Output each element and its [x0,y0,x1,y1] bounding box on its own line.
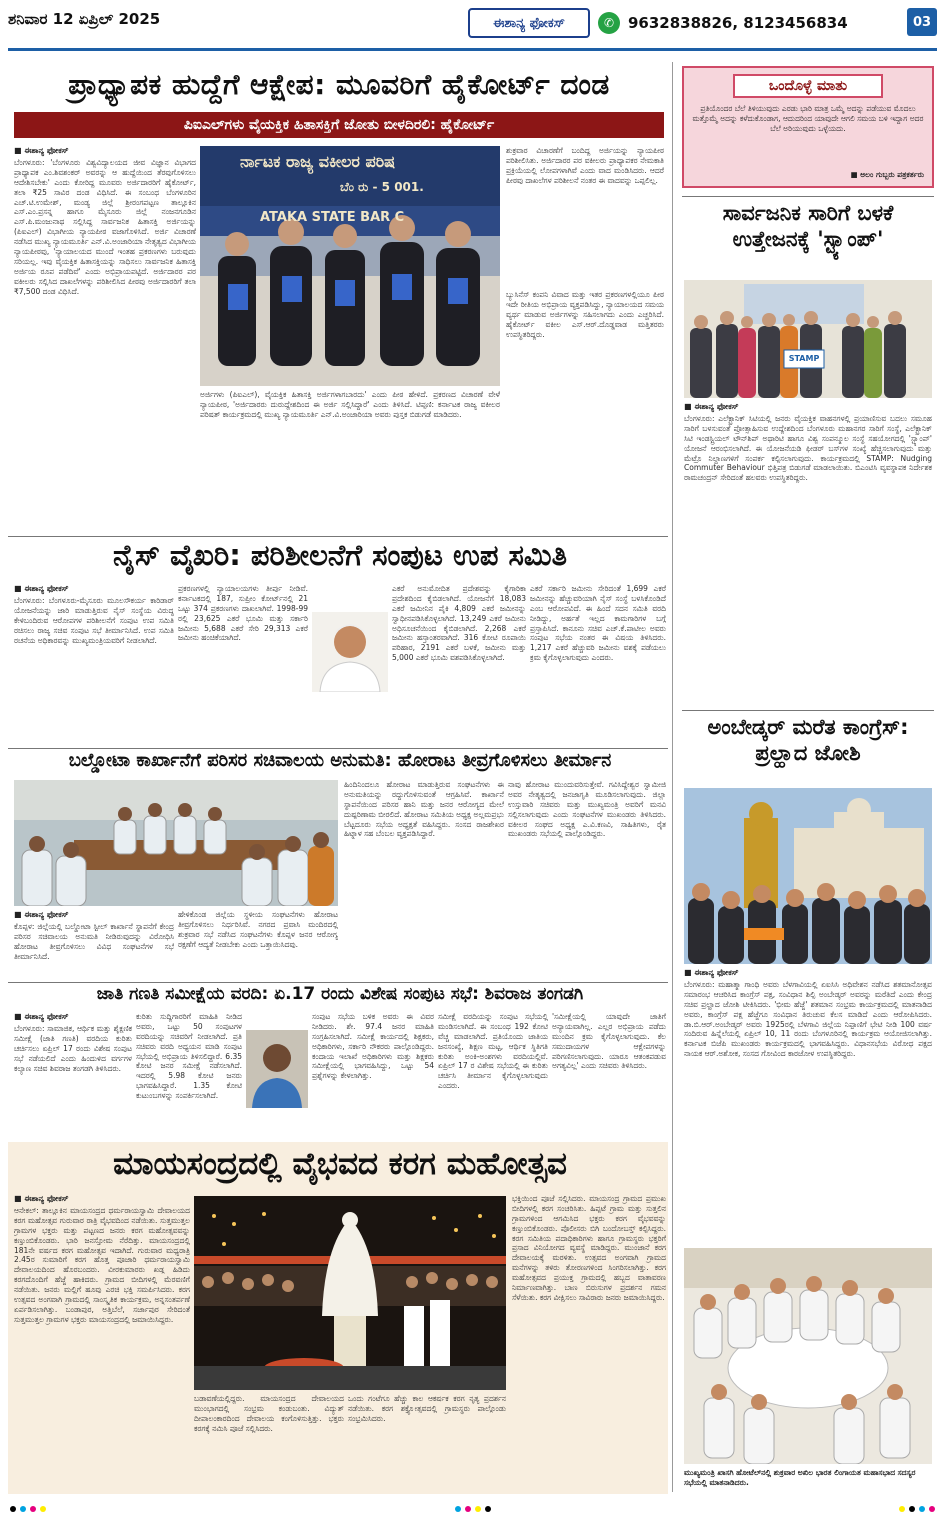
registration-dots-mid [455,1506,491,1512]
divider [682,196,934,197]
baldota-photo-graphic [14,780,338,906]
stamp-photo-graphic [684,280,932,398]
phone-numbers: 9632838826, 8123456834 [628,14,848,32]
census-body-1: ಬೆಂಗಳೂರು: ಸಾಮಾಜಿಕ, ಆರ್ಥಿಕ ಮತ್ತು ಶೈಕ್ಷಣಿಕ ಸಮೀಕ್ಷೆ (ಜಾತಿ ಗಣತಿ) ವರದಿಯ ಕುರಿತು ಚರ್ಚಿಸಲು ಏಪ್ರಿಲ್ 17 ರಂದು ವಿಶೇಷ ಸಂಪುಟ ಸಭೆ ನಡೆಯಲಿದೆ ಎಂದು ಹಿಂದುಳಿದ ವರ್ಗಗಳ ಕಲ್ಯಾಣ ಸಚಿವ ಶಿವರಾಜ ತಂಗಡಗಿ ತಿಳಿಸಿದರು. [14,1024,132,1073]
stamp-photo [684,280,932,398]
logo-text: ಈಶಾನ್ಯ ಫೋಕಸ್ [493,15,565,31]
karaga-body-3: ಒಂದು ಗಂಟೆಗೂ ಹೆಚ್ಚು ಕಾಲ ಆಕರ್ಷಕ ಕರಗ ನೃತ್ಯ ಪ್ರದರ್ಶನ ನಡೆಯಿತು. ಕರಗ ಶಕ್ತ್ಯೋತ್ಸವದಲ್ಲಿ ಗ್ರಾಮಸ್ಥರು ಪಾಲ್ಗೊಂಡು ಸಂಭ್ರಮಿಸಿದರು. [348,1394,506,1423]
col-rule [672,62,673,1492]
registration-strip [0,1500,945,1518]
quote-text: ಪ್ರತಿಯೊಂದರ ಬೆಲೆ ತಿಳಿಯುವುದು ಎರಡು ಭಾರಿ ಮಾತ್ರ ಒಮ್ಮೆ ಅದನ್ನು ಪಡೆಯುವ ಮೊದಲು ಮತ್ತೊಮ್ಮೆ ಅದನ್ನು ಕಳೆದುಕೊಂಡಾಗ, ಆದುದರಿಂದ ಯಾವುದೇ ಆಗಲಿ ಸಮಯ ಬಳಿ ಇದ್ದಾಗ ಅದರ ಬೆಲೆ ಅರಿಯುವುದು ಒಳ್ಳೆಯದು. [692,104,924,134]
hc-photo-banner-2: ಬೆಂ ರು - 5 001. [340,180,424,194]
hc-photo-banner-3: ATAKA STATE BAR C [260,210,405,225]
hc-byline: ■ ಈಶಾನ್ಯ ಫೋಕಸ್ [14,146,69,155]
meeting-photo [684,1248,932,1464]
karaga-byline: ■ ಈಶಾನ್ಯ ಫೋಕಸ್ [14,1194,69,1203]
nice-portrait [312,612,388,692]
census-body-3: ಸಂಪುಟ ಸಭೆಯ ಬಳಿಕ ಅವರು ಈ ವಿವರ ನೀಡಿದರು. ಶೇ. 97.4 ಜನರ ಮಾಹಿತಿ ಸಂಗ್ರಹಿಸಲಾಗಿದೆ. ಸಮೀಕ್ಷೆ ಕಾರ್ಯದಲ್ಲಿ ಶಿಕ್ಷಕರು, ಅಧಿಕಾರಿಗಳು, ಸರ್ಕಾರಿ ನೌಕರರು ಪಾಲ್ಗೊಂಡಿದ್ದರು. ಕಂದಾಯ ಇಲಾಖೆ ಅಧಿಕಾರಿಗಳು ಮತ್ತು ಶಿಕ್ಷಕರು ಸಮೀಕ್ಷೆಯಲ್ಲಿ ಭಾಗವಹಿಸಿದ್ದು, ಒಟ್ಟು 54 ಪ್ರಶ್ನೆಗಳನ್ನು ಕೇಳಲಾಗಿತ್ತು. [312,1012,434,1081]
hc-subhead: ಪಿಐಎಲ್‌ಗಳು ವೈಯಕ್ತಿಕ ಹಿತಾಸಕ್ತಿಗೆ ಜೋತು ಬೀಳದಿರಲಿ: ಹೈಕೋರ್ಟ್ [183,117,495,133]
quote-title: ಒಂದೊಳ್ಳೆ ಮಾತು [733,74,883,98]
quote-author: ■ ಅಲಂ ಗುಬ್ಬರು ಪತ್ರಕರ್ತರು [850,170,924,179]
census-byline: ■ ಈಶಾನ್ಯ ಫೋಕಸ್ [14,1012,69,1021]
divider [8,748,668,749]
census-body-4: ಸಮೀಕ್ಷೆ ವರದಿಯನ್ನು ಸಂಪುಟ ಸಭೆಯಲ್ಲಿ ಮಂಡಿಸಲಾಗಿದೆ. ಈ ಸಂಬಂಧ 192 ಕೋಟಿ ವೆಚ್ಚ ಮಾಡಲಾಗಿದೆ. ಪ್ರತಿಯೊಂದು ಜಾತಿಯ ಜನಸಂಖ್ಯೆ, ಶಿಕ್ಷಣ ಮಟ್ಟ, ಆರ್ಥಿಕ ಸ್ಥಿತಿಗತಿ ಕುರಿತು ಅಂಕಿ-ಅಂಶಗಳು ವರದಿಯಲ್ಲಿವೆ. ಏಪ್ರಿಲ್ 17 ರ ವಿಶೇಷ ಸಭೆಯಲ್ಲಿ ಈ ಕುರಿತು ಚರ್ಚಿಸಿ ತೀರ್ಮಾನ ಕೈಗೊಳ್ಳಲಾಗುವುದು ಎಂದರು. [438,1012,548,1091]
meeting-caption: ಮುಖ್ಯಮಂತ್ರಿ ಖಾಸಗಿ ಹೋಟೆಲ್‌ನಲ್ಲಿ ಶುಕ್ರವಾರ ಅಖಿಲ ಭಾರತ ಲಿಂಗಾಯತ ಮಹಾಸಭಾದ ಸದಸ್ಯರ ಸಭೆಯಲ್ಲಿ ಮಾತನಾಡಿದರು. [684,1468,916,1487]
karaga-photo-graphic [194,1196,506,1390]
hc-photo-banner: ರ್ನಾಟಕ ರಾಜ್ಯ ವಕೀಲರ ಪರಿಷ [240,152,396,171]
census-body-5: 'ಸಮೀಕ್ಷೆಯಲ್ಲಿ ಯಾವುದೇ ಜಾತಿಗೆ ಅನ್ಯಾಯವಾಗಿಲ್ಲ. ಎಲ್ಲರ ಅಭಿಪ್ರಾಯ ಪಡೆದು ಮುಂದಿನ ಕ್ರಮ ಕೈಗೊಳ್ಳಲಾಗುವುದು. ಕೆಲ ಸಮುದಾಯಗಳ ಆಕ್ಷೇಪಗಳನ್ನು ಪರಿಗಣಿಸಲಾಗುವುದು. ಯಾರೂ ಆತಂಕಪಡುವ ಅಗತ್ಯವಿಲ್ಲ' ಎಂದು ಸಚಿವರು ತಿಳಿಸಿದರು. [552,1012,666,1071]
nice-body-4: ಎಕರೆ ಸರ್ಕಾರಿ ಜಮೀನು ಸೇರಿದಂತೆ 1,699 ಎಕರೆ ಜಮೀನನ್ನು ಹೆಚ್ಚುವರಿಯಾಗಿ ನೈಸ್ ಸಂಸ್ಥೆ ಬಳಸಿಕೊಂಡಿದೆ ಎಂಬ ಆರೋಪವಿದೆ. ಈ ಹಿಂದೆ ಸದನ ಸಮಿತಿ ವರದಿ ನೀಡಿದ್ದು, ಅರ್ಹತೆ ಇಲ್ಲದ ಕಾಮಗಾರಿಗಳ ಬಗ್ಗೆ ಪ್ರಸ್ತಾಪಿಸಿದೆ. ಕಾನೂನು ಸಚಿವ ಎಚ್.ಕೆ.ಪಾಟೀಲ ಅವರು ಸಂಪುಟ ಸಭೆಯ ನಂತರ ಈ ವಿಷಯ ತಿಳಿಸಿದರು. 1,217 ಎಕರೆ ಹೆಚ್ಚುವರಿ ಜಮೀನು ವಶಕ್ಕೆ ಪಡೆಯಲು ಕ್ರಮ ಕೈಗೊಳ್ಳಲಾಗುವುದು ಎಂದರು. [530,584,666,663]
contact-phones [598,12,848,34]
karaga-body-2: ಬಡಾವಣೆಯಲ್ಲಿದ್ದರು. ಮಾಯಸಂದ್ರದ ದೇವಾಲಯದ ಮುಂಭಾಗದಲ್ಲಿ ಸಂಭ್ರಮ ಕಂಡುಬಂತು. ವಿದ್ಯುತ್ ದೀಪಾಲಂಕಾರದಿಂದ ದೇವಾಲಯ ಕಂಗೊಳಿಸುತ್ತಿತ್ತು. ಭಕ್ತರು ಕರಗಕ್ಕೆ ನಮಿಸಿ ಪೂಜೆ ಸಲ್ಲಿಸಿದರು. [194,1394,344,1433]
baldota-body-1: ಕೊಪ್ಪಳ: ಜಿಲ್ಲೆಯಲ್ಲಿ ಬಲ್ಡೋಟಾ ಸ್ಟೀಲ್ ಕಾರ್ಖಾನೆ ಸ್ಥಾಪನೆಗೆ ಕೇಂದ್ರ ಪರಿಸರ ಸಚಿವಾಲಯ ಅನುಮತಿ ನೀಡಿರುವುದನ್ನು ವಿರೋಧಿಸಿ ಹೋರಾಟ ತೀವ್ರಗೊಳಿಸಲು ವಿವಿಧ ಸಂಘಟನೆಗಳ ಸಭೆ ತೀರ್ಮಾನಿಸಿದೆ. [14,922,174,961]
baldota-headline: ಬಲ್ಡೋಟಾ ಕಾರ್ಖಾನೆಗೆ ಪರಿಸರ ಸಚಿವಾಲಯ ಅನುಮತಿ: ಹೋರಾಟ ತೀವ್ರಗೊಳಿಸಲು ತೀರ್ಮಾನ [68,750,612,771]
hc-body-right-bottom: ಬ್ಯುಸಿನೆಸ್ ಕಂಪನಿ ವಿವಾದ ಮತ್ತು ಇತರ ಪ್ರಕರಣಗಳಲ್ಲಿಯೂ ಪೀಠ ಇದೇ ರೀತಿಯ ಅಭಿಪ್ರಾಯ ವ್ಯಕ್ತಪಡಿಸಿದ್ದು, ನ್ಯಾಯಾಲಯದ ಸಮಯ ವ್ಯರ್ಥ ಮಾಡುವ ಅರ್ಜಿಗಳನ್ನು ಸಹಿಸಲಾಗದು ಎಂದು ಎಚ್ಚರಿಸಿದೆ. ಹೈಕೋರ್ಟ್ ವಕೀಲ ಎಸ್.ಆರ್.ದೊಡ್ಡವಾಡ ಮತ್ತಿತರರು ಉಪಸ್ಥಿತರಿದ್ದರು. [506,290,664,339]
ambedkar-byline: ■ ಈಶಾನ್ಯ ಫೋಕಸ್ [684,968,739,977]
page-number: 03 [907,8,937,36]
whatsapp-icon: ✆ [598,12,620,34]
hc-body-mid: ಅರ್ಜಿಗಳು (ಪಿಐಎಲ್), ವೈಯಕ್ತಿಕ ಹಿತಾಸಕ್ತಿ ಅರ್ಜಿಗಳಾಗಬಾರದು' ಎಂದು ಪೀಠ ಹೇಳಿದೆ. ಪ್ರಕರಣದ ವಿಚಾರಣೆ ವೇಳೆ ನ್ಯಾಯಪೀಠ, 'ಅರ್ಜಿದಾರರು ದುರುದ್ದೇಶದಿಂದ ಈ ಅರ್ಜಿ ಸಲ್ಲಿಸಿದ್ದಾರೆ' ಎಂದು ತಿಳಿಸಿದೆ. ಟಿಪ್ಪಣಿ: ಕರ್ನಾಟಕ ರಾಜ್ಯ ವಕೀಲರ ಪರಿಷತ್ ಕಾರ್ಯಕ್ರಮದಲ್ಲಿ ಮುಖ್ಯ ನ್ಯಾಯಮೂರ್ತಿ ಎನ್.ವಿ.ಅಂಜಾರಿಯಾ ಅವರು ಪುಸ್ತಕ ಬಿಡುಗಡೆ ಮಾಡಿದರು. [200,390,500,419]
census-headline: ಜಾತಿ ಗಣತಿ ಸಮೀಕ್ಷೆಯ ವರದಿ: ಏ.17 ರಂದು ವಿಶೇಷ ಸಂಪುಟ ಸಭೆ: ಶಿವರಾಜ ತಂಗಡಗಿ [96,984,584,1004]
masthead [0,0,945,62]
baldota-body-3: ಹಿಂದಿನಿಂದಲೂ ಹೋರಾಟ ಮಾಡುತ್ತಿರುವ ಸಂಘಟನೆಗಳು ಈ ಅನುಮತಿಯನ್ನು ರದ್ದುಗೊಳಿಸುವಂತೆ ಆಗ್ರಹಿಸಿವೆ. ಕಾರ್ಖಾನೆ ಸ್ಥಾಪನೆಯಿಂದ ಪರಿಸರ ಹಾನಿ ಮತ್ತು ಜನರ ಆರೋಗ್ಯದ ಮೇಲೆ ದುಷ್ಪರಿಣಾಮ ಬೀರಲಿದೆ. ಹೋರಾಟ ಸಮಿತಿಯ ಅಧ್ಯಕ್ಷ ಅಲ್ಲಮಪ್ರಭು ಬೆಟ್ಟದೂರು ಸಭೆಯ ಅಧ್ಯಕ್ಷತೆ ವಹಿಸಿದ್ದರು. ಸಂಸದ ರಾಜಶೇಖರ ಹಿಟ್ನಾಳ ಸಹ ಬೆಂಬಲ ವ್ಯಕ್ತಪಡಿಸಿದ್ದಾರೆ. [344,780,504,839]
baldota-body-2: ಹೇಳಿಕೊಂಡ ಜಿಲ್ಲೆಯ ಸ್ಥಳೀಯ ಸಂಘಟನೆಗಳು ಹೋರಾಟ ತೀವ್ರಗೊಳಿಸಲು ನಿರ್ಧರಿಸಿವೆ. ನಗರದ ಪ್ರವಾಸಿ ಮಂದಿರದಲ್ಲಿ ಶುಕ್ರವಾರ ಸಭೆ ನಡೆಸಿದ ಸಂಘಟನೆಗಳು ಕೊಪ್ಪಳ ಜನರ ಆರೋಗ್ಯ ರಕ್ಷಣೆಗೆ ಆದ್ಯತೆ ನೀಡಬೇಕು ಎಂದು ಒತ್ತಾಯಿಸಿದವು. [178,910,338,949]
hc-subhead-banner [14,112,664,138]
karaga-headline: ಮಾಯಸಂದ್ರದಲ್ಲಿ ವೈಭವದ ಕರಗ ಮಹೋತ್ಸವ [113,1146,567,1182]
portrait-graphic [312,612,388,692]
divider [8,536,668,537]
nice-headline: ನೈಸ್ ವೈಖರಿ: ಪರಿಶೀಲನೆಗೆ ಸಂಪುಟ ಉಪ ಸಮಿತಿ [112,538,568,572]
nice-byline: ■ ಈಶಾನ್ಯ ಫೋಕಸ್ [14,584,69,593]
ambedkar-headline: ಅಂಬೇಡ್ಕರ್ ಮರೆತ ಕಾಂಗ್ರೆಸ್: ಪ್ರಲ್ಹಾದ ಜೋಶಿ [707,715,909,766]
baldota-byline: ■ ಈಶಾನ್ಯ ಫೋಕಸ್ [14,910,69,919]
stamp-body: ಬೆಂಗಳೂರು: ಎಲೆಕ್ಟ್ರಾನಿಕ್ ಸಿಟಿಯಲ್ಲಿ ಜನರು ವೈಯಕ್ತಿಕ ವಾಹನಗಳಲ್ಲಿ ಪ್ರಯಾಣಿಸುವ ಬದಲು ಸಮೂಹ ಸಾರಿಗೆ ಬಳಸುವಂತೆ ಪ್ರೋತ್ಸಾಹಿಸುವ ಉದ್ದೇಶದಿಂದ ಬೆಂಗಳೂರು ಮಹಾನಗರ ಸಾರಿಗೆ ಸಂಸ್ಥೆ, ಎಲೆಕ್ಟ್ರಾನಿಕ್ ಸಿಟಿ ಇಂಡಸ್ಟ್ರಿಯಲ್ ಟೌನ್‌ಶಿಪ್ ಅಥಾರಿಟಿ ಹಾಗೂ ವಿಶ್ವ ಸಂಪನ್ಮೂಲ ಸಂಸ್ಥೆ ಸಹಯೋಗದಲ್ಲಿ 'ಸ್ಟ್ಯಾಂಪ್' ಯೋಜನೆ ಆರಂಭಿಸಲಾಗಿದೆ. ಈ ಯೋಜನೆಯಡಿ ಫೀಡರ್ ಬಸ್‌ಗಳ ಸಂಖ್ಯೆ ಹೆಚ್ಚಿಸಲಾಗುವುದು ಮತ್ತು ಮೆಟ್ರೊ ನಿಲ್ದಾಣಗಳಿಗೆ ಸಂಪರ್ಕ ಕಲ್ಪಿಸಲಾಗುವುದು. ಕಾರ್ಯಕ್ರಮದಲ್ಲಿ STAMP: Nudging Commuter Behaviour ಭಿತ್ತಿಪತ್ರ ಬಿಡುಗಡೆ ಮಾಡಲಾಯಿತು. ಬಿಎಂಟಿಸಿ ವ್ಯವಸ್ಥಾಪಕ ನಿರ್ದೇಶಕ ರಾಮಚಂದ್ರನ್ ಸೇರಿದಂತೆ ಹಲವರು ಉಪಸ್ಥಿತರಿದ್ದರು. [684,414,932,483]
karaga-photo [194,1196,506,1390]
newspaper-logo [468,8,590,38]
hc-body-right-top: ಶುಕ್ರವಾರ ವಿಚಾರಣೆಗೆ ಬಂದಿದ್ದ ಅರ್ಜಿಯನ್ನು ನ್ಯಾಯಪೀಠ ಪರಿಶೀಲಿಸಿತು. ಅರ್ಜಿದಾರರ ಪರ ವಕೀಲರು ಪ್ರಾಧ್ಯಾಪಕರ ನೇಮಕಾತಿ ಪ್ರಕ್ರಿಯೆಯಲ್ಲಿ ಲೋಪಗಳಾಗಿವೆ ಎಂದು ವಾದ ಮಂಡಿಸಿದರು. ಆದರೆ ಪೀಠವು ದಾಖಲೆಗಳ ಪರಿಶೀಲನೆ ನಂತರ ಈ ವಾದವನ್ನು ಒಪ್ಪಲಿಲ್ಲ. [506,146,664,185]
ambedkar-photo [684,788,932,964]
registration-dots-right [899,1506,935,1512]
nice-body-1: ಬೆಂಗಳೂರು: ಬೆಂಗಳೂರು-ಮೈಸೂರು ಮೂಲಸೌಕರ್ಯ ಕಾರಿಡಾರ್ ಯೋಜನೆಯನ್ನು ಜಾರಿ ಮಾಡುತ್ತಿರುವ ನೈಸ್ ಸಂಸ್ಥೆಯ ವಿರುದ್ಧ ಕೇಳಿಬಂದಿರುವ ಆರೋಪಗಳ ಪರಿಶೀಲನೆಗೆ ಸಂಪುಟ ಉಪ ಸಮಿತಿ ರಚಿಸಲು ರಾಜ್ಯ ಸಚಿವ ಸಂಪುಟ ಸಭೆ ತೀರ್ಮಾನಿಸಿದೆ. ಉಪ ಸಮಿತಿ ರಚನೆಯ ಅಧಿಕಾರವನ್ನು ಮುಖ್ಯಮಂತ್ರಿಯವರಿಗೆ ನೀಡಲಾಗಿದೆ. [14,596,174,645]
ambedkar-photo-graphic [684,788,932,964]
quote-box [682,66,934,188]
meeting-photo-graphic [684,1248,932,1464]
census-portrait-graphic [246,1030,308,1108]
divider [682,710,934,711]
hc-body-left: ಬೆಂಗಳೂರು: 'ಬೆಂಗಳೂರು ವಿಶ್ವವಿದ್ಯಾಲಯದ ಜೀವ ವಿಜ್ಞಾನ ವಿಭಾಗದ ಪ್ರಾಧ್ಯಾಪಕ ಎಂ.ಶಿವಶಂಕರ್ ಅವರನ್ನು ಆ ಹುದ್ದೆಯಿಂದ ತೆರವುಗೊಳಿಸಲು ಆದೇಶಿಸಬೇಕು' ಎಂದು ಕೋರಿದ್ದ ಮೂವರು ಅರ್ಜಿದಾರರಿಗೆ ಹೈಕೋರ್ಟ್, ತಲಾ ₹25 ಸಾವಿರ ದಂಡ ವಿಧಿಸಿದೆ. ಈ ಸಂಬಂಧ ಬೆಂಗಳೂರಿನ ಎಚ್.ಟಿ.ಉಮೇಶ್, ಮಂಡ್ಯ ಜಿಲ್ಲೆ ಶ್ರೀರಂಗಪಟ್ಟಣ ತಾಲ್ಲೂಕಿನ ಎಸ್.ಎಂ.ಪ್ರಸನ್ನ ಹಾಗೂ ಮೈಸೂರು ಜಿಲ್ಲೆ ನಂಜನಗೂಡಿನ ಎಸ್.ಪಿ.ಮಂಜುನಾಥ ಸಲ್ಲಿಸಿದ್ದ ಸಾರ್ವಜನಿಕ ಹಿತಾಸಕ್ತಿ ಅರ್ಜಿಯನ್ನು (ಪಿಐಎಲ್) ವಿಭಾಗೀಯ ನ್ಯಾಯಪೀಠ ವಜಾಗೊಳಿಸಿದೆ. ಅರ್ಜಿ ವಿಚಾರಣೆ ನಡೆಸಿದ ಮುಖ್ಯ ನ್ಯಾಯಮೂರ್ತಿ ಎನ್.ವಿ.ಅಂಜಾರಿಯಾ ನೇತೃತ್ವದ ವಿಭಾಗೀಯ ನ್ಯಾಯಪೀಠವು, 'ನ್ಯಾಯಾಲಯದ ಮುಂದೆ ಇಂತಹ ಪ್ರಕರಣಗಳು ಬರುವುದು ಸರಿಯಲ್ಲ. ಇವು ವೈಯಕ್ತಿಕ ಹಿತಾಸಕ್ತಿಯನ್ನು ಸಾಧಿಸಲು ಸಾರ್ವಜನಿಕ ಹಿತಾಸಕ್ತಿ ಅರ್ಜಿಯ ರೂಪ ಪಡೆದಿವೆ' ಎಂದು ಅಭಿಪ್ರಾಯಪಟ್ಟಿದೆ. ಅರ್ಜಿದಾರರ ಪರ ವಕೀಲರು ಸಲ್ಲಿಸಿದ ದಾಖಲೆಗಳನ್ನು ಪರಿಶೀಲಿಸಿದ ಪೀಠವು ಅರ್ಜಿದಾರರಿಗೆ ತಲಾ ₹7,500 ದಂಡ ವಿಧಿಸಿದೆ. [14,158,196,296]
registration-dots-left [10,1506,46,1512]
divider [8,982,668,983]
karaga-body-1: ಆನೇಕಲ್: ತಾಲ್ಲೂಕಿನ ಮಾಯಸಂದ್ರದ ಧರ್ಮರಾಯಸ್ವಾಮಿ ದೇವಾಲಯದ ಕರಗ ಮಹೋತ್ಸವ ಗುರುವಾರ ರಾತ್ರಿ ವೈಭವದಿಂದ ನಡೆಯಿತು. ಸುತ್ತಮುತ್ತಲ ಗ್ರಾಮಗಳ ಭಕ್ತರು ಮತ್ತು ಪಟ್ಟಣದ ಜನರು ಕರಗ ಮಹೋತ್ಸವವನ್ನು ಕಣ್ತುಂಬಿಕೊಂಡರು. ಭಾರಿ ಜನಸ್ತೋಮ ನೆರೆದಿತ್ತು. ಮಾಯಸಂದ್ರದಲ್ಲಿ 181ನೇ ವರ್ಷದ ಕರಗ ಮಹೋತ್ಸವ ಇದಾಗಿದೆ. ಗುರುವಾರ ಮಧ್ಯರಾತ್ರಿ 2.45ರ ಸುಮಾರಿಗೆ ಕರಗ ಹೊತ್ತ ಪೂಜಾರಿ ಧರ್ಮರಾಯಸ್ವಾಮಿ ದೇವಾಲಯದಿಂದ ಹೊರಬಂದರು. ವೀರಕುಮಾರರು ಖಡ್ಗ ಹಿಡಿದು ಕರಗದೊಂದಿಗೆ ಹೆಜ್ಜೆ ಹಾಕಿದರು. ಗ್ರಾಮದ ಬೀದಿಗಳಲ್ಲಿ ಮೆರವಣಿಗೆ ನಡೆಯಿತು. ಜನರು ಮಲ್ಲಿಗೆ ಹೂವು ಎರಚಿ ಭಕ್ತಿ ಸಮರ್ಪಿಸಿದರು. ಕರಗ ಉತ್ಸವದ ಅಂಗವಾಗಿ ಗ್ರಾಮದಲ್ಲಿ ಸಾಂಸ್ಕೃತಿಕ ಕಾರ್ಯಕ್ರಮ, ಅನ್ನಸಂತರ್ಪಣೆ ಏರ್ಪಡಿಸಲಾಗಿತ್ತು. ಬಂಡಾಪುರ, ಅತ್ತಿಬೆಲೆ, ಸರ್ಜಾಪುರ ಸೇರಿದಂತೆ ಸುತ್ತಮುತ್ತಲ ಗ್ರಾಮಗಳ ಭಕ್ತರು ಮಾಯಸಂದ್ರದಲ್ಲಿ ಜಮಾಯಿಸಿದ್ದರು. [14,1206,190,1324]
stamp-byline: ■ ಈಶಾನ್ಯ ಫೋಕಸ್ [684,402,739,411]
stamp-photo-label: STAMP [788,354,820,363]
baldota-photo [14,780,338,906]
baldota-body-4: ನಾವು ಹೋರಾಟ ಮುಂದುವರಿಸುತ್ತೇವೆ. ಗವಿಸಿದ್ದೇಶ್ವರ ಸ್ವಾಮೀಜಿ ಅವರ ನೇತೃತ್ವದಲ್ಲಿ ಜನಜಾಗೃತಿ ಮೂಡಿಸಲಾಗುವುದು. ಜಿಲ್ಲಾ ಉಸ್ತುವಾರಿ ಸಚಿವರು ಮತ್ತು ಮುಖ್ಯಮಂತ್ರಿ ಅವರಿಗೆ ಮನವಿ ಸಲ್ಲಿಸಲಾಗುವುದು ಎಂದು ಸಂಘಟನೆಗಳ ಮುಖಂಡರು ತಿಳಿಸಿದರು. ವಕೀಲರ ಸಂಘದ ಅಧ್ಯಕ್ಷ ಎ.ವಿ.ಕಣವಿ, ಸಾಹಿತಿಗಳು, ರೈತ ಮುಖಂಡರು ಸಭೆಯಲ್ಲಿ ಪಾಲ್ಗೊಂಡಿದ್ದರು. [508,780,666,839]
hc-photo [200,146,500,386]
hc-headline: ಪ್ರಾಧ್ಯಾಪಕ ಹುದ್ದೆಗೆ ಆಕ್ಷೇಪ: ಮೂವರಿಗೆ ಹೈಕೋರ್ಟ್ ದಂಡ [68,68,610,101]
issue-date: ಶನಿವಾರ 12 ಏಪ್ರಿಲ್ 2025 [8,10,161,28]
masthead-rule [8,48,937,51]
karaga-body-4: ಭಕ್ತಿಯಿಂದ ಪೂಜೆ ಸಲ್ಲಿಸಿದರು. ಮಾಯಸಂದ್ರ ಗ್ರಾಮದ ಪ್ರಮುಖ ಬೀದಿಗಳಲ್ಲಿ ಕರಗ ಸಂಚರಿಸಿತು. ಹಿಪ್ಪಟೆ ಗ್ರಾಮ ಮತ್ತು ಸುತ್ತಲಿನ ಗ್ರಾಮಗಳಿಂದ ಆಗಮಿಸಿದ ಭಕ್ತರು ಕರಗ ವೈಭವವನ್ನು ಕಣ್ತುಂಬಿಕೊಂಡರು. ಪೊಲೀಸರು ಬಿಗಿ ಬಂದೋಬಸ್ತ್ ಕಲ್ಪಿಸಿದ್ದರು. ಕರಗ ಸಮಿತಿಯ ಪದಾಧಿಕಾರಿಗಳು ಹಾಗೂ ಗ್ರಾಮಸ್ಥರು ಭಕ್ತರಿಗೆ ಪ್ರಸಾದ ವಿನಿಯೋಗದ ವ್ಯವಸ್ಥೆ ಮಾಡಿದ್ದರು. ಮುಂಜಾನೆ ಕರಗ ದೇವಾಲಯಕ್ಕೆ ಮರಳಿತು. ಉತ್ಸವದ ಅಂಗವಾಗಿ ಗ್ರಾಮದ ಮನೆಗಳನ್ನು ತಳಿರು ತೋರಣಗಳಿಂದ ಸಿಂಗರಿಸಲಾಗಿತ್ತು. ಕರಗ ಮಹೋತ್ಸವದ ಪ್ರಯುಕ್ತ ಗ್ರಾಮದಲ್ಲಿ ಹಬ್ಬದ ವಾತಾವರಣ ನಿರ್ಮಾಣವಾಗಿತ್ತು. ಬಾಣ ಬಿರುಸುಗಳ ಪ್ರದರ್ಶನ ಗಮನ ಸೆಳೆಯಿತು. ಕರಗ ವೀಕ್ಷಿಸಲು ಸಾವಿರಾರು ಜನರು ಜಮಾಯಿಸಿದ್ದರು. [512,1194,666,1302]
ambedkar-body: ಬೆಂಗಳೂರು: ಮಹಾತ್ಮಾ ಗಾಂಧಿ ಅವರು ಬೆಳಗಾವಿಯಲ್ಲಿ ಏಐಸಿಸಿ ಅಧಿವೇಶನ ನಡೆಸಿದ ಶತಮಾನೋತ್ಸವ ಸಮಾರಂಭ ಆಚರಿಸಿದ ಕಾಂಗ್ರೆಸ್ ಪಕ್ಷ, ಸಂವಿಧಾನ ಶಿಲ್ಪಿ ಅಂಬೇಡ್ಕರ್ ಅವರನ್ನು ಮರೆತಿದೆ ಎಂದು ಕೇಂದ್ರ ಸಚಿವ ಪ್ರಲ್ಹಾದ ಜೋಶಿ ಟೀಕಿಸಿದರು. 'ಭೀಮ ಹೆಜ್ಜೆ' ಶತಮಾನ ಸಂಭ್ರಮ ಕಾರ್ಯಕ್ರಮದಲ್ಲಿ ಮಾತನಾಡಿದ ಅವರು, ಕಾಂಗ್ರೆಸ್ ಪಕ್ಷ ಹೆಜ್ಜೆಗೂ ಸಂವಿಧಾನ ತಿರುಚುವ ಕೆಲಸ ಮಾಡಿದೆ ಎಂದು ಆರೋಪಿಸಿದರು. ಡಾ.ಬಿ.ಆರ್.ಅಂಬೇಡ್ಕರ್ ಅವರು 1925ರಲ್ಲಿ ಬೆಳಗಾವಿ ಜಿಲ್ಲೆಯ ನಿಪ್ಪಾಣಿಗೆ ಭೇಟಿ ನೀಡಿ 100 ವರ್ಷ ಸಂದಿರುವ ಹಿನ್ನೆಲೆಯಲ್ಲಿ ಏಪ್ರಿಲ್ 10, 11 ರಂದು ಬೆಂಗಳೂರಿನಲ್ಲಿ ಕಾರ್ಯಕ್ರಮ ಆಯೋಜಿಸಲಾಗಿತ್ತು. ಕರ್ನಾಟಕ ಬಿಜೆಪಿ ಮುಖಂಡರು ಕಾರ್ಯಕ್ರಮದಲ್ಲಿ ಭಾಗವಹಿಸಿದ್ದರು. ವಿಧಾನಸಭೆಯ ವಿರೋಧ ಪಕ್ಷದ ನಾಯಕ ಆರ್.ಅಶೋಕ, ಸಂಸದ ಗೋವಿಂದ ಕಾರಜೋಳ ಉಪಸ್ಥಿತರಿದ್ದರು. [684,980,932,1059]
stamp-headline: ಸಾರ್ವಜನಿಕ ಸಾರಿಗೆ ಬಳಕೆ ಉತ್ತೇಜನಕ್ಕೆ 'ಸ್ಟ್ಯಾಂಪ್' [722,201,894,252]
census-portrait [246,1030,308,1108]
nice-body-3: ಎಕರೆ ಅನುಮೋದಿತ ಪ್ರದೇಶವನ್ನು ಕೈಗಾರಿಕಾ ಪ್ರದೇಶದಿಂದ ಕೈಬಿಡಲಾಗಿದೆ. ಯೋಜನೆಗೆ 18,083 ಎಕರೆ ಜಮೀನಿನ ಪೈಕಿ 4,809 ಎಕರೆ ಜಮೀನನ್ನು ಸ್ವಾಧೀನಪಡಿಸಿಕೊಳ್ಳಲಾಗಿದೆ. 13,249 ಎಕರೆ ಜಮೀನು ಅಧಿಸೂಚನೆಯಿಂದ ಕೈಬಿಡಲಾಗಿದೆ. 2,268 ಎಕರೆ ಜಮೀನು ಹಸ್ತಾಂತರವಾಗಿದೆ. 316 ಕೋಟಿ ರೂಪಾಯಿ ಪರಿಹಾರ, 2191 ಎಕರೆ ಬಳಕೆ, ಜಮೀನು ಮತ್ತು 5,000 ಎಕರೆ ಭೂಮಿ ವಶಪಡಿಸಿಕೊಳ್ಳಲಾಗಿದೆ. [392,584,526,663]
nice-body-2: ಪ್ರಕರಣಗಳಲ್ಲಿ ನ್ಯಾಯಾಲಯಗಳು ತೀರ್ಪು ನೀಡಿವೆ. ಕರ್ನಾಟಕದಲ್ಲಿ 187, ಸುಪ್ರೀಂ ಕೋರ್ಟ್‌ನಲ್ಲಿ 21 ಒಟ್ಟು 374 ಪ್ರಕರಣಗಳು ದಾಖಲಾಗಿವೆ. 1998-99 ರಲ್ಲಿ 23,625 ಎಕರೆ ಭೂಮಿ ಮತ್ತು ಸರ್ಕಾರಿ ಜಮೀನು 5,688 ಎಕರೆ ಸೇರಿ 29,313 ಎಕರೆ ಜಮೀನು ಹಂಚಿಕೆಯಾಗಿದೆ. [178,584,308,643]
census-body-2: ಕುರಿತು ಸುದ್ದಿಗಾರರಿಗೆ ಮಾಹಿತಿ ನೀಡಿದ ಅವರು, ಒಟ್ಟು 50 ಸಂಪುಟಗಳ ವರದಿಯನ್ನು ಸಚಿವರಿಗೆ ನೀಡಲಾಗಿದೆ. ಪ್ರತಿ ಸಚಿವರು ವರದಿ ಅಧ್ಯಯನ ಮಾಡಿ ಸಂಪುಟ ಸಭೆಯಲ್ಲಿ ಅಭಿಪ್ರಾಯ ತಿಳಿಸಲಿದ್ದಾರೆ. 6.35 ಕೋಟಿ ಜನರ ಸಮೀಕ್ಷೆ ನಡೆಸಲಾಗಿದೆ. ಇದರಲ್ಲಿ 5.98 ಕೋಟಿ ಜನರು ಭಾಗವಹಿಸಿದ್ದಾರೆ. 1.35 ಕೋಟಿ ಕುಟುಂಬಗಳನ್ನು ಸಂಪರ್ಕಿಸಲಾಗಿದೆ. [136,1012,242,1101]
